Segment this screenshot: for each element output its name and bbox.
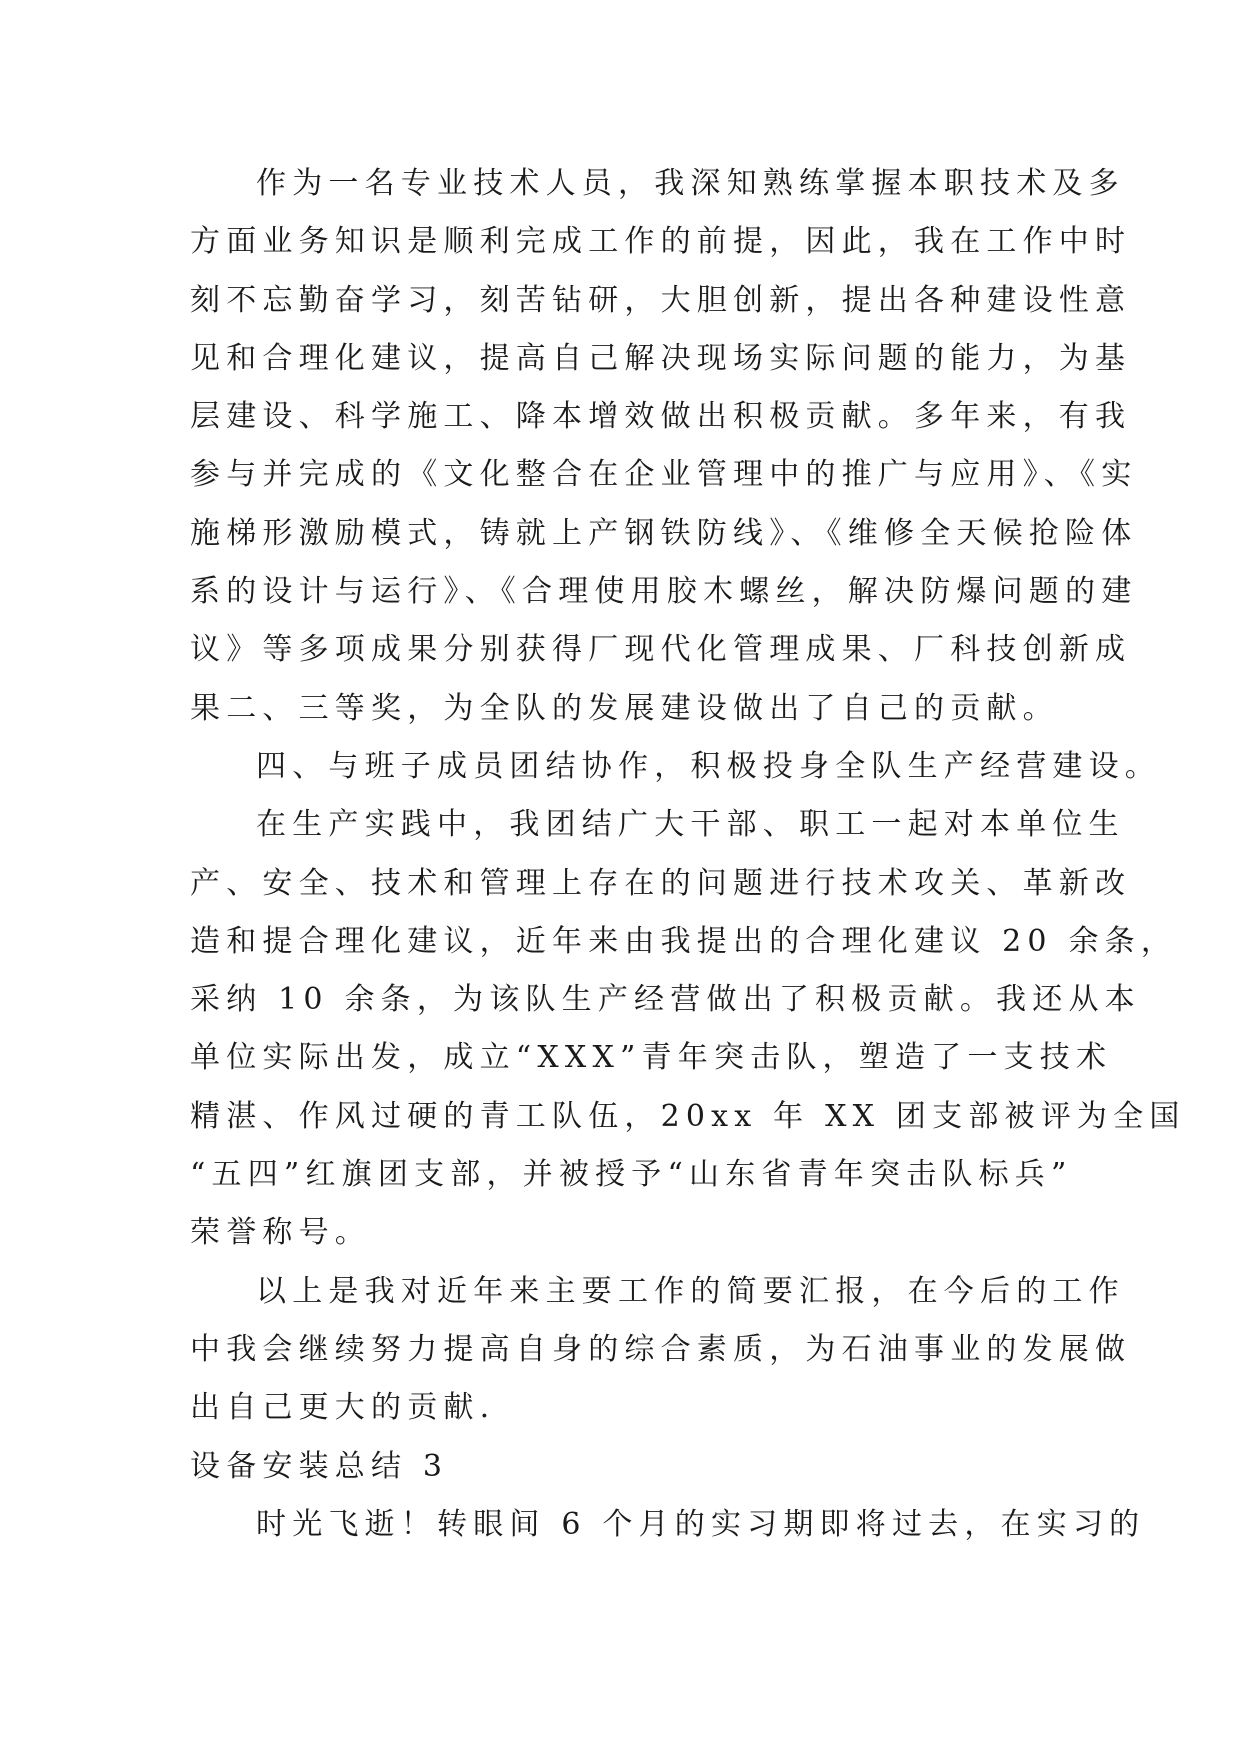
section-heading: 四、与班子成员团结协作，积极投身全队生产经营建设。 bbox=[256, 748, 1161, 784]
paragraph-line: “五四”红旗团支部，并被授予“山东省青年突击队标兵” bbox=[190, 1157, 1073, 1193]
paragraph-line: 以上是我对近年来主要工作的简要汇报，在今后的工作 bbox=[256, 1273, 1125, 1309]
paragraph-line: 系的设计与运行》、《合理使用胶木螺丝，解决防爆问题的建 bbox=[190, 574, 1138, 610]
paragraph-line: 在生产实践中，我团结广大干部、职工一起对本单位生 bbox=[256, 807, 1125, 843]
paragraph-line: 产、安全、技术和管理上存在的问题进行技术攻关、革新改 bbox=[190, 865, 1132, 901]
paragraph-line: 造和提合理化建议，近年来由我提出的合理化建议 20 余条， bbox=[190, 923, 1178, 959]
paragraph-line: 单位实际出发，成立“XXX”青年突击队，塑造了一支技术 bbox=[190, 1040, 1113, 1076]
paragraph-line: 作为一名专业技术人员，我深知熟练掌握本职技术及多 bbox=[256, 166, 1125, 201]
document-body bbox=[190, 155, 1186, 1554]
paragraph-line: 荣誉称号。 bbox=[190, 1215, 371, 1251]
paragraph-line: 见和合理化建议，提高自己解决现场实际问题的能力，为基 bbox=[190, 340, 1132, 376]
paragraph-line: 施梯形激励模式，铸就上产钢铁防线》、《维修全天候抢险体 bbox=[190, 515, 1138, 551]
paragraph-line: 中我会继续努力提高自身的综合素质，为石油事业的发展做 bbox=[190, 1331, 1132, 1367]
paragraph-line: 层建设、科学施工、降本增效做出积极贡献。多年来，有我 bbox=[190, 399, 1132, 435]
paragraph-line: 时光飞逝！转眼间 6 个月的实习期即将过去，在实习的 bbox=[256, 1506, 1146, 1542]
paragraph-line: 出自己更大的贡献. bbox=[190, 1390, 496, 1426]
paragraph-line: 方面业务知识是顺利完成工作的前提，因此，我在工作中时 bbox=[190, 224, 1132, 260]
paragraph-line: 议》等多项成果分别获得厂现代化管理成果、厂科技创新成 bbox=[190, 632, 1132, 668]
paragraph-line: 刻不忘勤奋学习，刻苦钻研，大胆创新，提出各种建设性意 bbox=[190, 282, 1132, 318]
paragraph-line: 果二、三等奖，为全队的发展建设做出了自己的贡献。 bbox=[190, 690, 1059, 726]
paragraph-line: 采纳 10 余条，为该队生产经营做出了积极贡献。我还从本 bbox=[190, 982, 1141, 1018]
paragraph-line: 精湛、作风过硬的青工队伍，20xx 年 XX 团支部被评为全国 bbox=[190, 1098, 1186, 1134]
paragraph-line: 参与并完成的《文化整合在企业管理中的推广与应用》、《实 bbox=[190, 457, 1138, 493]
section-title: 设备安装总结 3 bbox=[190, 1448, 449, 1484]
